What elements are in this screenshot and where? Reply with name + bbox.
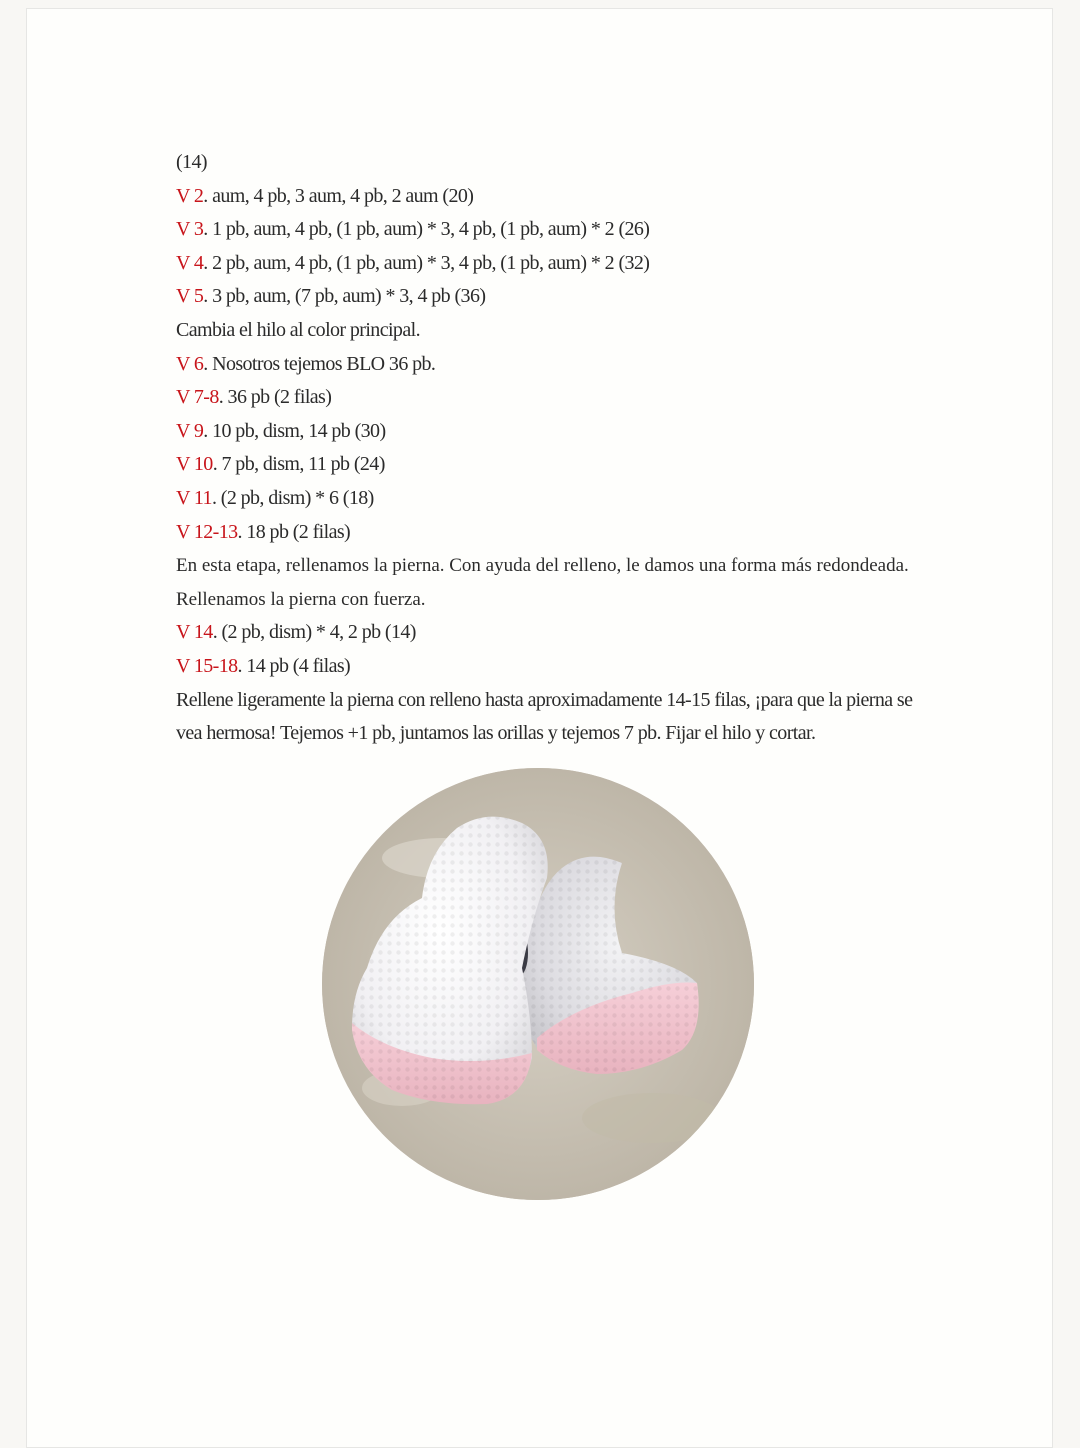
pattern-line (176, 247, 936, 281)
pattern-line (176, 616, 936, 650)
pattern-line (176, 516, 936, 550)
round-label: V 11 (176, 486, 212, 509)
pattern-line (176, 448, 936, 482)
round-instructions: . aum, 4 pb, 3 aum, 4 pb, 2 aum (20) (203, 184, 474, 207)
round-instructions: . Nosotros tejemos BLO 36 pb. (203, 352, 436, 375)
round-label: V 5 (176, 285, 204, 308)
round-instructions: . (2 pb, dism) * 4, 2 pb (14) (212, 621, 416, 644)
round-label: V 10 (176, 453, 213, 476)
round-instructions: . (2 pb, dism) * 6 (18) (211, 486, 374, 509)
round-label: V 7-8 (176, 386, 219, 409)
pattern-line (176, 381, 936, 415)
round-label: V 14 (176, 621, 213, 644)
round-instructions: . 36 pb (2 filas) (218, 386, 332, 409)
line-text: Cambia el hilo al color principal. (176, 318, 420, 341)
round-label: V 2 (176, 184, 204, 207)
closing-note: Rellene ligeramente la pierna con relleno hasta aproximadamente 14-15 filas, ¡para que la pierna se vea hermosa! Tejemos +1 pb, juntamos las orillas y tejemos 7 pb. Fijar el hilo y cortar. (176, 688, 913, 745)
pattern-line (176, 146, 936, 180)
pattern-line (176, 314, 936, 348)
round-label: V 4 (176, 251, 204, 274)
round-instructions: . 10 pb, dism, 14 pb (30) (203, 419, 386, 442)
pattern-line (176, 213, 936, 247)
stuffing-note: En esta etapa, rellenamos la pierna. Con ayuda del relleno, le damos una forma más redondeada. Rellenamos la pierna con fuerza. (176, 555, 909, 610)
round-label: V 12-13 (176, 520, 238, 543)
pattern-line (176, 280, 936, 314)
round-instructions: . 14 pb (4 filas) (237, 654, 351, 677)
round-label: V 3 (176, 218, 204, 241)
pattern-line (176, 482, 936, 516)
round-label: V 15-18 (176, 654, 238, 677)
pattern-line (176, 180, 936, 214)
crochet-legs-illustration (322, 768, 754, 1200)
pattern-text (176, 146, 936, 751)
round-instructions: . 7 pb, dism, 11 pb (24) (212, 453, 385, 476)
round-label: V 6 (176, 352, 204, 375)
round-instructions: . 18 pb (2 filas) (237, 520, 351, 543)
document-page (26, 8, 1053, 1448)
pattern-line (176, 650, 936, 684)
round-instructions: . 2 pb, aum, 4 pb, (1 pb, aum) * 3, 4 pb, (1 pb, aum) * 2 (32) (203, 251, 650, 274)
round-label: V 9 (176, 419, 204, 442)
line-text: (14) (176, 151, 207, 173)
pattern-line (176, 415, 936, 449)
pattern-line (176, 348, 936, 382)
round-instructions: . 3 pb, aum, (7 pb, aum) * 3, 4 pb (36) (203, 285, 486, 308)
round-instructions: . 1 pb, aum, 4 pb, (1 pb, aum) * 3, 4 pb, (1 pb, aum) * 2 (26) (203, 218, 650, 241)
crochet-legs-photo (322, 768, 754, 1200)
